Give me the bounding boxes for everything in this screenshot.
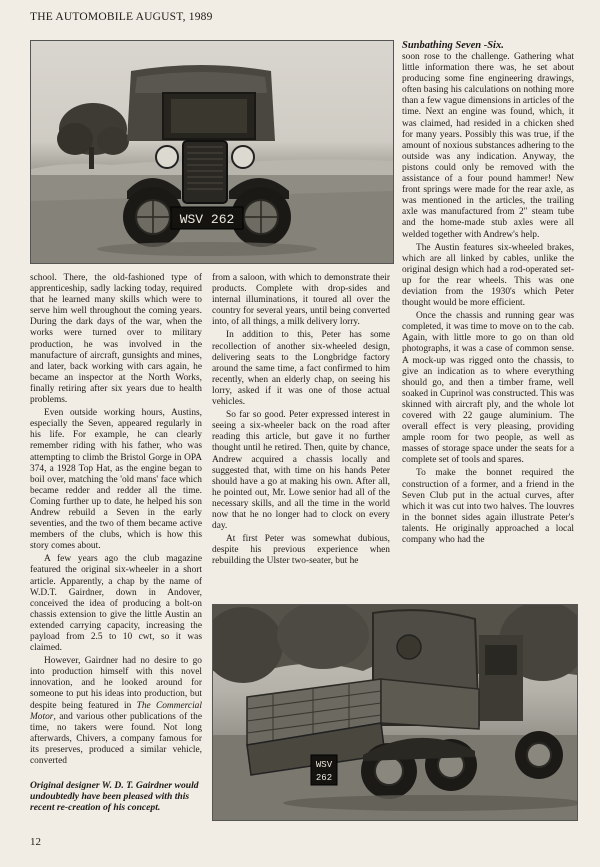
paragraph: So far so good. Peter expressed interest in seeing a six-wheeler back on the road after reading this article, but gave it no further thought until he retired. Then, quite by chance, Andrew acquired a chassis locally and suggested that, with time on his hands Peter should have a go at making his own. After all, he pointed out, Mr. Lowe senior had all of the necessary skills, and all the time in the world now that he no longer had to clock on every day. <box>212 410 390 532</box>
paragraph: school. There, the old-fashioned type of apprenticeship, sadly lacking today, required that he learned many skills which were to serve him well throughout the coming years. During the dark days of the war, when the works were turned over to military production, he was involved in the manufacture of aircraft, gunsights and mines, and later, back working with cars again, he became an inspector at the North Works, finally retiring after six years due to health problems. <box>30 273 202 406</box>
paragraph: To make the bonnet required the construction of a former, and a friend in the Seven Club put in the actual curves, after which it was cut into two halves. The louvres in the bonnet sides again illustrate Peter's talents. He originally approached a local company who had the <box>402 468 574 546</box>
paragraph: A few years ago the club magazine featured the original six-wheeler in a short article. Apparently, a chap by the name of W.D.T. Gairdner, down in Andover, conceived the idea of producing a bolt-on chassis extension to give the little Austin an extended carrying capacity, increasing the payload from 2.5 to 10 cwt, so it was claimed. <box>30 554 202 654</box>
article-column-2 <box>212 273 390 569</box>
publication-title: The Commercial Motor <box>30 700 202 722</box>
section-title: Sunbathing Seven -Six. <box>402 40 504 51</box>
article-column-1 <box>30 273 202 769</box>
photo-caption: Original designer W. D. T. Gairdner would undoubtedly have been pleased with this recent re-creation of his concept. <box>30 780 199 813</box>
rear-plate-line1: WSV <box>315 760 333 770</box>
paragraph: At first Peter was somewhat dubious, despite his previous experience when rebuilding the Ulster two-seater, but he <box>212 534 390 567</box>
front-plate-text: WSV 262 <box>179 212 235 227</box>
paragraph: Once the chassis and running gear was completed, it was time to move on to the cab. Again, with little more to go on than old photographs, it was a case of common sense. A mock-up was rigged onto the chassis, to give an indication as to where everything should go, and then a timber frame, well soaked in Cuprinol was constructed. This was skinned with aircraft ply, and the whole lot covered with 22 gauge aluminium. The overall effect is very pleasing, providing ample room for two people, as well as masses of storage space under the seats for a complete set of tools and spares. <box>402 311 574 466</box>
paragraph: soon rose to the challenge. Gathering what little information there was, he set about producing some fine engineering drawings, often basing his calculations on nothing more than a few vague dimensions in articles of the time. Next an engine was found, which, it was claimed, had resided in a chicken shed for many years. Possibly this was true, if the amount of noxious substances adhering to the outside was any indication. Anyway, the pistons could only be removed with the assistance of a four pound hammer! New front springs were made for the rear axle, as was mentioned in the articles, the trailing axle was manufactured from 2" steam tube and the home-made stub axles were all welded together with Andrew's help. <box>402 52 574 240</box>
paragraph: Even outside working hours, Austins, especially the Seven, appeared regularly in his life. For example, he can clearly remember riding with his father, who was attempting to climb the Bristol Gorge in OPA 374, a 1928 Top Hat, as the engine began to boil over, matching the 'old mans' face which became redder and redder all the time. Coming further up to date, he helped his son Andrew rebuild a Seven in the early seventies, and the two of them became active members of the clubs, which is how this story comes about. <box>30 408 202 552</box>
photo-truck-front <box>30 40 394 264</box>
paragraph: However, Gairdner had no desire to go into production himself with this novel innovation, and he looked around for someone to put his ideas into production, but despite being featured in The Commercial Motor, and various other publications of the time, no takers were found. Not long afterwards, Chivers, a company famous for its preserves, produced a similar vehicle, converted <box>30 656 202 767</box>
page-number: 12 <box>30 836 41 848</box>
paragraph: In addition to this, Peter has some recollection of another six-wheeled design, delivering seats to the Longbridge factory around the same time, a fact confirmed to him recently, when an elderly chap, on seeing his lorry, asked if it was one of those actual vehicles. <box>212 330 390 408</box>
running-head: THE AUTOMOBILE AUGUST, 1989 <box>30 11 213 23</box>
rear-plate-line2: 262 <box>315 773 333 783</box>
paragraph: from a saloon, with which to demonstrate their products. Complete with drop-sides and internal illuminations, it toured all over the country for several years, until being converted into, of all things, a milk delivery lorry. <box>212 273 390 328</box>
paragraph: The Austin features six-wheeled brakes, which are all linked by cables, unlike the original design which had a rod-operated set-up for the rear wheels. This was one deviation from the 1930's which Peter thought would be more efficient. <box>402 242 574 309</box>
photo-six-wheeler-rear <box>212 604 578 821</box>
article-column-3 <box>402 52 574 548</box>
